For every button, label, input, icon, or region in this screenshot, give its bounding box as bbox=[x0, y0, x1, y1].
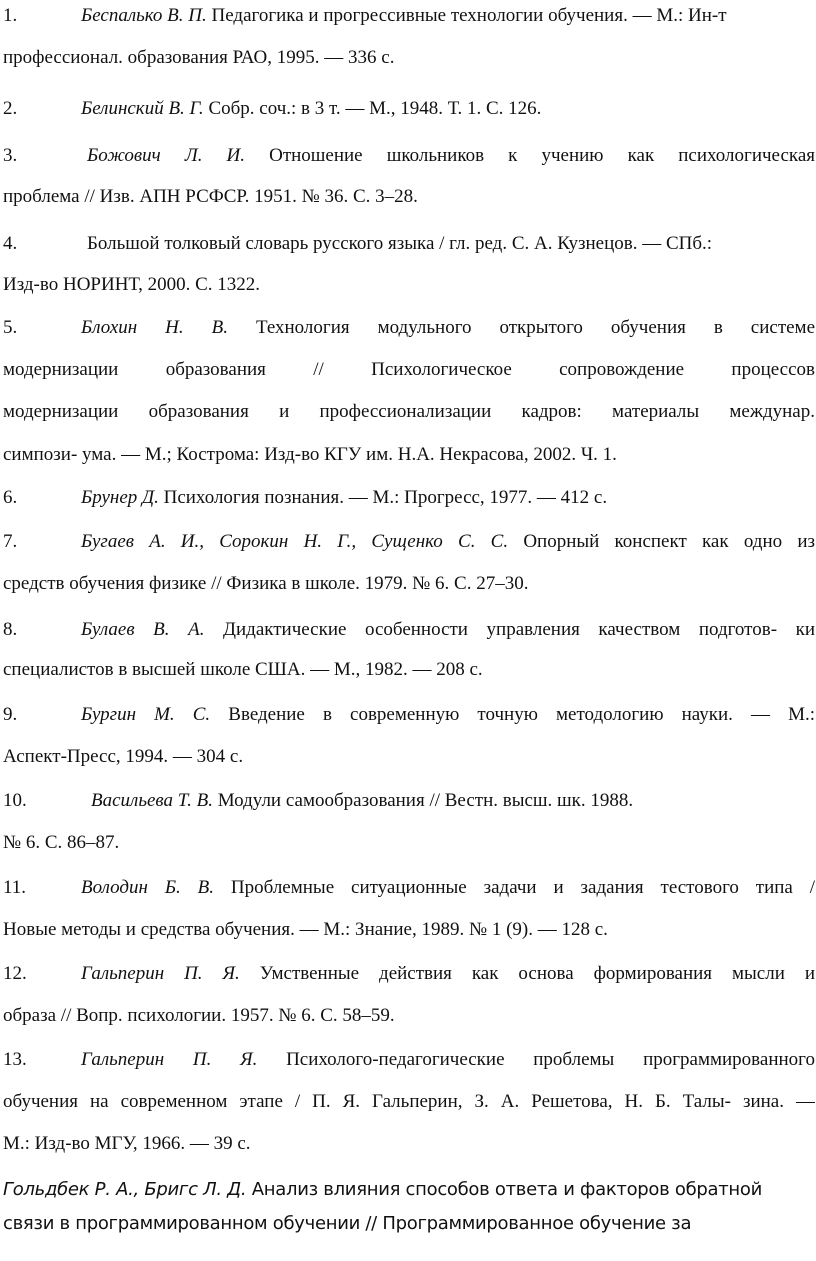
entry-11-line-1: 11. Володин Б. В. Проблемные ситуационные задачи и задания тестового типа / bbox=[3, 877, 815, 898]
entry-5-line-2: модернизации образования // Психологическое сопровождение процессов bbox=[3, 359, 815, 380]
entry-10-line-2: № 6. С. 86–87. bbox=[3, 832, 120, 853]
entry-6-line-1: 6. Брунер Д. Психология познания. — М.: Прогресс, 1977. — 412 с. bbox=[3, 487, 608, 508]
entry-13-line-1: 13. Гальперин П. Я. Психолого-педагогические проблемы программированного bbox=[3, 1049, 815, 1070]
entry-13-line-3: М.: Изд-во МГУ, 1966. — 39 с. bbox=[3, 1133, 251, 1154]
entry-5-line-3: модернизации образования и профессионализации кадров: материалы междунар. bbox=[3, 401, 815, 422]
entry-14-line-2: связи в программированном обучении // Программированное обучение за bbox=[3, 1213, 692, 1234]
entry-3-line-2: проблема // Изв. АПН РСФСР. 1951. № 36. С. 3–28. bbox=[3, 186, 418, 207]
entry-5-line-4: симпози- ума. — М.; Кострома: Изд-во КГУ им. Н.А. Некрасова, 2002. Ч. 1. bbox=[3, 444, 617, 465]
entry-7-line-2: средств обучения физике // Физика в школе. 1979. № 6. С. 27–30. bbox=[3, 573, 529, 594]
entry-4-line-2: Изд-во НОРИНТ, 2000. С. 1322. bbox=[3, 274, 261, 295]
entry-7-line-1: 7. Бугаев А. И., Сорокин Н. Г., Сущенко С. С. Опорный конспект как одно из bbox=[3, 531, 815, 552]
entry-5-line-1: 5. Блохин Н. В. Технология модульного открытого обучения в системе bbox=[3, 317, 815, 338]
entry-1-line-2: профессионал. образования РАО, 1995. — 336 с. bbox=[3, 47, 395, 68]
entry-8-line-1: 8. Булаев В. А. Дидактические особенности управления качеством подготов- ки bbox=[3, 619, 815, 640]
entry-2-line-1: 2. Белинский В. Г. Собр. соч.: в 3 т. — М., 1948. Т. 1. С. 126. bbox=[3, 98, 542, 119]
entry-10-line-1: 10. Васильева Т. В. Модули самообразования // Вестн. высш. шк. 1988. bbox=[3, 790, 634, 811]
entry-12-line-2: образа // Вопр. психологии. 1957. № 6. С. 58–59. bbox=[3, 1005, 395, 1026]
entry-9-line-2: Аспект-Пресс, 1994. — 304 с. bbox=[3, 746, 244, 767]
entry-12-line-1: 12. Гальперин П. Я. Умственные действия как основа формирования мысли и bbox=[3, 963, 815, 984]
entry-14-line-1: Гольдбек Р. А., Бригс Л. Д. Анализ влияния способов ответа и факторов обратной bbox=[3, 1179, 763, 1200]
entry-4-line-1: 4. Большой толковый словарь русского языка / гл. ред. С. А. Кузнецов. — СПб.: bbox=[3, 233, 713, 254]
entry-8-line-2: специалистов в высшей школе США. — М., 1982. — 208 с. bbox=[3, 659, 483, 680]
entry-1-line-1: 1. Беспалько В. П. Педагогика и прогрессивные технологии обучения. — М.: Ин-т bbox=[3, 5, 727, 26]
entry-13-line-2: обучения на современном этапе / П. Я. Гальперин, З. А. Решетова, Н. Б. Талы- зина. — bbox=[3, 1091, 815, 1112]
entry-9-line-1: 9. Бургин М. С. Введение в современную точную методологию науки. — М.: bbox=[3, 704, 815, 725]
entry-11-line-2: Новые методы и средства обучения. — М.: Знание, 1989. № 1 (9). — 128 с. bbox=[3, 919, 608, 940]
entry-3-line-1: 3. Божович Л. И. Отношение школьников к учению как психологическая bbox=[3, 145, 815, 166]
